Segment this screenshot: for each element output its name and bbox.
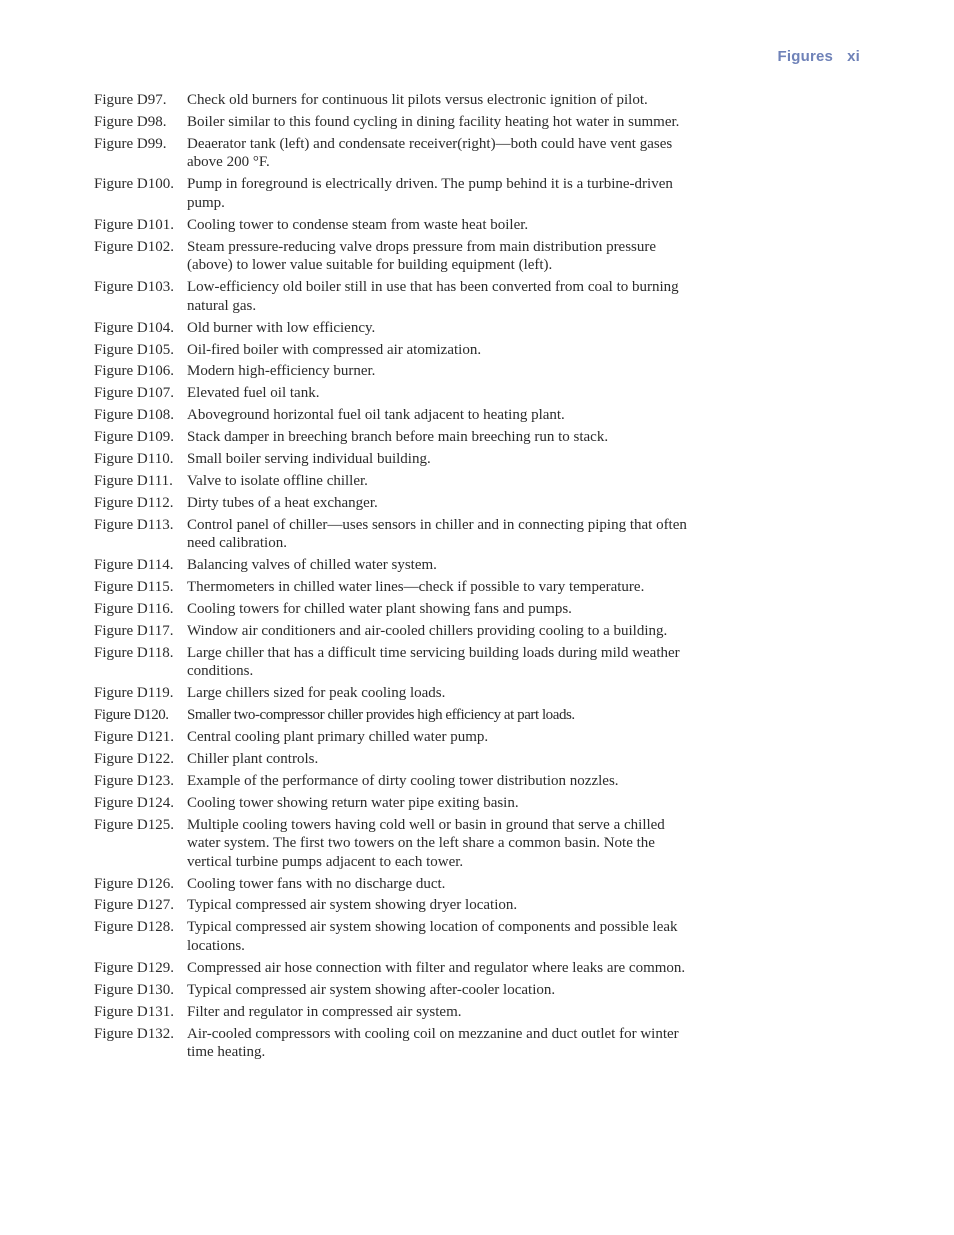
figure-entry xyxy=(94,981,694,1000)
figure-caption: Cooling towers for chilled water plant showing fans and pumps. xyxy=(187,600,572,617)
figure-number: Figure D128. xyxy=(94,919,174,936)
figure-caption: Boiler similar to this found cycling in dining facility heating hot water in summer. xyxy=(187,113,680,130)
figure-number: Figure D123. xyxy=(94,772,174,789)
figure-number: Figure D114. xyxy=(94,557,174,574)
figure-caption: Large chillers sized for peak cooling loads. xyxy=(187,685,446,702)
figure-caption: Smaller two-compressor chiller provides high efficiency at part loads. xyxy=(187,707,575,724)
figure-entry xyxy=(94,216,694,235)
figure-caption: Modern high-efficiency burner. xyxy=(187,363,376,380)
figure-number: Figure D112. xyxy=(94,494,174,511)
figure-caption: Typical compressed air system showing after-cooler location. xyxy=(187,981,556,998)
figure-entry xyxy=(94,706,694,725)
figure-number: Figure D117. xyxy=(94,622,174,639)
figure-entry xyxy=(94,918,694,955)
figure-entry xyxy=(94,875,694,894)
section-title: Figures xyxy=(777,48,834,65)
figure-caption: Filter and regulator in compressed air system. xyxy=(187,1003,462,1020)
figure-entry xyxy=(94,175,694,212)
figure-caption: Example of the performance of dirty cooling tower distribution nozzles. xyxy=(187,772,619,789)
figure-entry xyxy=(94,794,694,813)
figure-caption: Pump in foreground is electrically driven. The pump behind it is a turbine-driven pump. xyxy=(187,176,673,211)
figure-number: Figure D100. xyxy=(94,176,174,193)
figure-caption: Cooling tower to condense steam from waste heat boiler. xyxy=(187,216,529,233)
figure-number: Figure D126. xyxy=(94,875,174,892)
figure-entry xyxy=(94,684,694,703)
figure-number: Figure D104. xyxy=(94,319,174,336)
figure-caption: Oil-fired boiler with compressed air atomization. xyxy=(187,341,482,358)
figure-number: Figure D118. xyxy=(94,644,174,661)
figure-number: Figure D103. xyxy=(94,279,174,296)
figure-entry xyxy=(94,406,694,425)
figure-number: Figure D111. xyxy=(94,472,173,489)
figure-entry xyxy=(94,556,694,575)
figure-caption: Small boiler serving individual building. xyxy=(187,450,431,467)
figure-entry xyxy=(94,428,694,447)
figure-number: Figure D98. xyxy=(94,113,167,130)
figure-number: Figure D132. xyxy=(94,1025,174,1042)
figure-entry xyxy=(94,644,694,681)
figure-caption: Steam pressure-reducing valve drops pressure from main distribution pressure (above) to lower value suitable for building equipment (left). xyxy=(187,238,657,274)
figure-number: Figure D125. xyxy=(94,816,174,833)
figure-caption: Chiller plant controls. xyxy=(187,750,319,767)
figure-entry xyxy=(94,362,694,381)
figure-entry xyxy=(94,896,694,915)
figure-number: Figure D110. xyxy=(94,450,174,467)
figure-entry xyxy=(94,816,694,872)
figure-number: Figure D107. xyxy=(94,385,174,402)
figure-number: Figure D120. xyxy=(94,707,169,724)
figure-entry xyxy=(94,450,694,469)
figure-entry xyxy=(94,91,694,110)
figure-caption: Air-cooled compressors with cooling coil on mezzanine and duct outlet for winter time heating. xyxy=(187,1025,679,1061)
figure-entry xyxy=(94,750,694,769)
figure-entry xyxy=(94,516,694,553)
figure-caption: Cooling tower showing return water pipe exiting basin. xyxy=(187,794,519,811)
figure-caption: Old burner with low efficiency. xyxy=(187,319,376,336)
figure-caption: Balancing valves of chilled water system. xyxy=(187,557,437,574)
figure-caption: Compressed air hose connection with filter and regulator where leaks are common. xyxy=(187,959,686,976)
figure-number: Figure D115. xyxy=(94,579,174,595)
figure-number: Figure D106. xyxy=(94,363,174,380)
figure-entry xyxy=(94,622,694,641)
figure-number: Figure D105. xyxy=(94,341,174,358)
running-head xyxy=(778,48,861,65)
figure-number: Figure D102. xyxy=(94,238,174,255)
figure-caption: Aboveground horizontal fuel oil tank adjacent to heating plant. xyxy=(187,407,565,424)
figure-number: Figure D101. xyxy=(94,216,174,233)
figure-number: Figure D99. xyxy=(94,135,167,152)
figure-entry xyxy=(94,113,694,132)
figure-caption: Control panel of chiller—uses sensors in chiller and in connecting piping that often need calibration. xyxy=(187,516,687,552)
figure-entry xyxy=(94,578,694,597)
figure-entry xyxy=(94,278,694,315)
figure-caption: Cooling tower fans with no discharge duct. xyxy=(187,875,446,892)
figure-number: Figure D119. xyxy=(94,685,174,702)
figure-entry xyxy=(94,1003,694,1022)
figure-caption: Valve to isolate offline chiller. xyxy=(187,472,368,489)
page-number: xi xyxy=(847,48,860,65)
figure-caption: Dirty tubes of a heat exchanger. xyxy=(187,494,378,511)
figure-caption: Multiple cooling towers having cold well or basin in ground that serve a chilled water system. The first two towers on the left share a common basin. Note the vertical turbine pumps adjacent to each tower. xyxy=(187,816,665,870)
figure-entry xyxy=(94,600,694,619)
figure-number: Figure D127. xyxy=(94,897,174,914)
figure-caption: Typical compressed air system showing dryer location. xyxy=(187,897,518,914)
figure-entry xyxy=(94,135,694,172)
figure-entry xyxy=(94,384,694,403)
figure-caption: Thermometers in chilled water lines—check if possible to vary temperature. xyxy=(187,579,645,595)
figure-caption: Elevated fuel oil tank. xyxy=(187,385,320,402)
figure-caption: Typical compressed air system showing location of components and possible leak locations. xyxy=(187,919,678,954)
figure-entry xyxy=(94,1025,694,1062)
figure-number: Figure D109. xyxy=(94,429,174,446)
figure-number: Figure D124. xyxy=(94,794,174,811)
figure-entry xyxy=(94,341,694,360)
figure-number: Figure D97. xyxy=(94,92,167,108)
figure-caption: Deaerator tank (left) and condensate receiver(right)—both could have vent gases above 200 °F. xyxy=(187,135,673,171)
figure-caption: Low-efficiency old boiler still in use that has been converted from coal to burning natural gas. xyxy=(187,279,679,314)
figure-number: Figure D113. xyxy=(94,516,174,533)
figure-caption: Central cooling plant primary chilled water pump. xyxy=(187,728,489,745)
figure-caption: Stack damper in breeching branch before main breeching run to stack. xyxy=(187,429,609,446)
figure-number: Figure D129. xyxy=(94,959,174,976)
figure-entry xyxy=(94,959,694,978)
list-of-figures xyxy=(94,91,694,1065)
figure-number: Figure D121. xyxy=(94,728,174,745)
figure-entry xyxy=(94,772,694,791)
figure-entry xyxy=(94,238,694,275)
figure-entry xyxy=(94,319,694,338)
figure-entry xyxy=(94,728,694,747)
figure-caption: Window air conditioners and air-cooled chillers providing cooling to a building. xyxy=(187,622,668,639)
figure-number: Figure D116. xyxy=(94,600,174,617)
figure-number: Figure D122. xyxy=(94,750,174,767)
figure-number: Figure D108. xyxy=(94,407,174,424)
figure-entry xyxy=(94,472,694,491)
figure-number: Figure D131. xyxy=(94,1003,174,1020)
figure-caption: Large chiller that has a difficult time servicing building loads during mild weather conditions. xyxy=(187,644,680,680)
figure-number: Figure D130. xyxy=(94,981,174,998)
figure-entry xyxy=(94,494,694,513)
figure-caption: Check old burners for continuous lit pilots versus electronic ignition of pilot. xyxy=(187,92,648,108)
